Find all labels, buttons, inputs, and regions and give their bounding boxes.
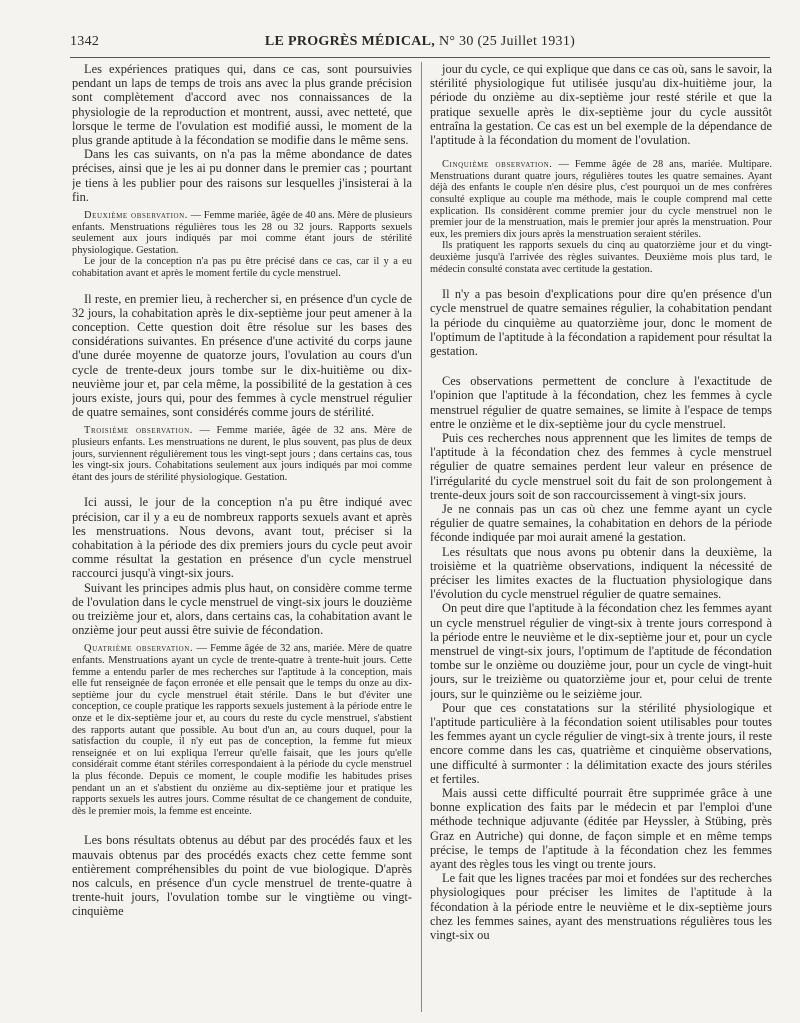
page-header — [70, 34, 770, 54]
paragraph: Pour que ces constatations sur la stérilité physiologique et l'aptitude particulière à la fécondation soient utilisables pour toutes les femmes ayant un cycle régulier de vingt-six à trente jours, il reste encore comme dans les cas, quatrième et cinquième observations, une difficulté à surmonter : la délimitation exacte des jours stériles et fertiles. — [430, 700, 772, 786]
observation-text: — Femme âgée de 32 ans, mariée. Mère de quatre enfants. Menstruations ayant un cycle de trente-quatre à trente-huit jours. Cette femme a entendu parler de mes recherches sur l'aptitude à la conception, mais elle fut renseignée de façon erronée et elle pensait que le temps du onze au dix-septième jour du cycle menstruel était stérile. Dans le but d'éviter une conception, ce couple pratique les rapports sexuels justement à la période entre le onze et le dix-septième jour et, au cours du reste du cycle menstruel, s'abstient des rapports autant que possible. Au bout d'un an, au cours duquel, pour la satisfaction du couple, il n'y eut pas de conception, la femme fut mieux renseignée et on lui expliqua l'erreur qu'elle faisait, que les jours qu'elle considérait comme étant stériles correspondaient à la période du cycle menstruel la plus féconde. Depuis ce moment, le couple modifie les habitudes prises pendant un an et s'abstient du onzième au dix-septième jour et pratique les rapports sexuels les autres jours. Comme résultat de ce changement de conduite, dès le premier mois, la femme est enceinte. — [72, 643, 412, 817]
paragraph: Mais aussi cette difficulté pourrait être supprimée grâce à une bonne explication des faits par le médecin et par l'emploi d'une méthode technique adjuvante (éditée par Heyssler, à Stübing, près Graz en Autriche) qui donne, de façon simple et en même temps précise, le temps de l'aptitude à la fécondation chez les femmes ayant des règles tous les vingt ou trente jours. — [430, 786, 772, 872]
observation-5 — [430, 159, 772, 240]
observation-2 — [72, 210, 412, 256]
observation-4 — [72, 643, 412, 817]
paragraph: Les bons résultats obtenus au début par des procédés faux et les mauvais obtenus par des procédés exacts chez cette femme sont entièrement compréhensibles du point de vue biologique. D'après nos calculs, en présence d'un cycle menstruel de trente-quatre à trente-huit jours, l'ovulation tombe sur le vingtième ou vingt-cinquième — [72, 833, 412, 919]
paragraph: Les résultats que nous avons pu obtenir dans la deuxième, la troisième et la quatrième observations, indiquent la nécessité de préciser les limites exactes de la fluctuation physiologique dans l'évolution du cycle menstruel régulier de quatre semaines. — [430, 544, 772, 602]
header-rule — [70, 57, 770, 58]
observation-heading: Deuxième observation. — [84, 210, 189, 222]
observation-note: Le jour de la conception n'a pas pu être précisé dans ce cas, car il y a eu cohabitation avant et après le moment fertile du cycle menstruel. — [72, 256, 412, 279]
paragraph: Le fait que les lignes tracées par moi et fondées sur des recherches physiologiques pour préciser les limites de l'aptitude à la fécondation à la période entre le neuvième et le dix-septième jours chez les femmes saines, ayant des menstruations régulières tous les vingt-six ou — [430, 871, 772, 943]
observation-text: — Femme mariée, âgée de 40 ans. Mère de plusieurs enfants. Menstruations régulières tous les 28 ou 32 jours. Rapports sexuels seulement aux jours indiqués par moi comme étant jours de stérilité physiologique. Gestation. — [72, 210, 412, 256]
running-title — [70, 34, 770, 50]
observation-heading: Quatrième observation. — [84, 643, 194, 655]
observation-3 — [72, 425, 412, 483]
paragraph: Les expériences pratiques qui, dans ce cas, sont poursuivies pendant un laps de temps de trois ans avec la plus grande précision sont complètement d'accord avec nos connaissances de la physiologie de la reproduction et montrent, aussi, avec netteté, que lorsque le terme de l'ovulation est modifié aussi, le moment de la plus grande aptitude à la fécondation se modifie dans le même sens. — [72, 62, 412, 148]
paragraph: Je ne connais pas un cas où chez une femme ayant un cycle régulier de quatre semaines, la cohabitation en dehors de la période féconde indiquée par moi aurait amené la gestation. — [430, 502, 772, 545]
observation-text: — Femme mariée, âgée de 32 ans. Mère de plusieurs enfants. Les menstruations ne durent, le plus souvent, pas plus de deux jours, surviennent régulièrement tous les vingt-sept jours ; dans certains cas, tous les vingt-six jours. Cohabitations seulement aux jours indiqués par moi comme étant des jours de stérilité physiologique. Gestation. — [72, 425, 412, 483]
paragraph: jour du cycle, ce qui explique que dans ce cas où, sans le savoir, la stérilité physiologique fut utilisée jusqu'au dix-huitième jour, la période du onzième au dix-septième jour resté stérile et que la pratique sexuelle après le dix-septième jour du cycle aussitôt entraîna la gestation. Ce cas est un bel exemple de la dépendance de l'aptitude à la fécondation du moment de l'ovulation. — [430, 62, 772, 148]
paragraph: Il reste, en premier lieu, à rechercher si, en présence d'un cycle de 32 jours, la cohabitation après le dix-septième jour peut amener à la conception. Cette question doit être résolue sur les bases des considérations suivantes. En présence d'une activité du corps jaune d'une durée moyenne de quatorze jours, l'ovulation au cours d'un cycle de trente-deux jours tombe sur le dix-huitième ou dix-neuvième jour et, par cela même, la possibilité de la gestation à ces jours existe, jours qui, pour des femmes à cycle menstruel régulier de quatre semaines, sont considérés comme jours de stérilité. — [72, 291, 412, 420]
paragraph: Ici aussi, le jour de la conception n'a pu être indiqué avec précision, car il y a eu de nombreux rapports sexuels avant et après les menstruations. Nous devons, avant tout, préciser si la cohabitation à la période des dix premiers jours du cycle peut avoir comme résultat la gestation en présence d'un cycle menstruel raccourci jusqu'à vingt-six jours. — [72, 495, 412, 581]
paragraph: Il n'y a pas besoin d'explications pour dire qu'en présence d'un cycle menstruel de quatre semaines régulier, la cohabitation pendant la période du cinquième au quatorzième jour, donc le moment de l'optimum de l'aptitude à la fécondation a rapidement pour résultat la gestation. — [430, 287, 772, 358]
paragraph: On peut dire que l'aptitude à la fécondation chez les femmes ayant un cycle menstruel régulier de vingt-six à trente jours correspond à la période entre le neuvième et le dix-septième jour et, pour un cycle menstruel de vingt-six jours, l'optimum de l'aptitude de fécondation tombe sur le onzième ou douzième jour, pour un cycle de vingt-huit jours, sur le treizième ou quatorzième jour et, pour celui de trente jours, sur le quinzième ou le seizième jour. — [430, 601, 772, 701]
left-column — [72, 62, 412, 1017]
right-column — [430, 62, 772, 1017]
journal-title: LE PROGRÈS MÉDICAL, — [264, 34, 436, 49]
paragraph: Dans les cas suivants, on n'a pas la même abondance de dates précises, ainsi que je les ai pu donner dans le premier cas ; pourtant je tiens à les publier pour des raisons sur lesquelles j'insisterai à la fin. — [72, 147, 412, 204]
observation-heading: Troisième observation. — [84, 425, 193, 437]
issue-info: N° 30 (25 Juillet 1931) — [438, 34, 576, 49]
paragraph: Suivant les principes admis plus haut, on considère comme terme de l'ovulation dans le cycle menstruel de vingt-six jours le douzième ou treizième jour et, alors, dans certains cas, la cohabitation avant le onzième jour peut aussi être suivie de fécondation. — [72, 580, 412, 638]
page-number: 1342 — [70, 34, 100, 49]
column-divider — [421, 62, 422, 1012]
observation-heading: Cinquième observation. — [442, 159, 553, 171]
paragraph: Ces observations permettent de conclure à l'exactitude de l'opinion que l'aptitude à la fécondation, chez les femmes à cycle menstruel régulier de quatre semaines, se limite à l'espace de temps entre le onzième et le dix-septième jour du cycle menstruel. — [430, 374, 772, 431]
paragraph: Puis ces recherches nous apprennent que les limites de temps de l'aptitude à la fécondation chez des femmes à cycle menstruel régulier de quatre semaines perdent leur valeur en présence de l'irrégularité du cycle menstruel soit du fait de son prolongement à trente-deux jours soit de son raccourcissement à vingt-six jours. — [430, 430, 772, 502]
observation-text: — Femme âgée de 28 ans, mariée. Multipare. Menstruations durant quatre jours, régulières toutes les quatre semaines. Ayant déjà des enfants le couple n'en désire plus, c'est pourquoi un de mes confrères consulté explique au couple ma méthode, mais le couple comprend mal cette explication. Ils considèrent comme premier jour du cycle menstruel non le premier jour de la menstruation, mais le premier jour après la menstruation. Pour eux, les premiers dix jours après la menstruation seraient stériles. — [430, 159, 772, 240]
observation-note: Ils pratiquent les rapports sexuels du cinq au quatorzième jour et du vingt-deuxième jusqu'à l'arrivée des règles suivantes. Deuxième mois plus tard, le médecin consulté constata avec certitude la gestation. — [430, 240, 772, 275]
